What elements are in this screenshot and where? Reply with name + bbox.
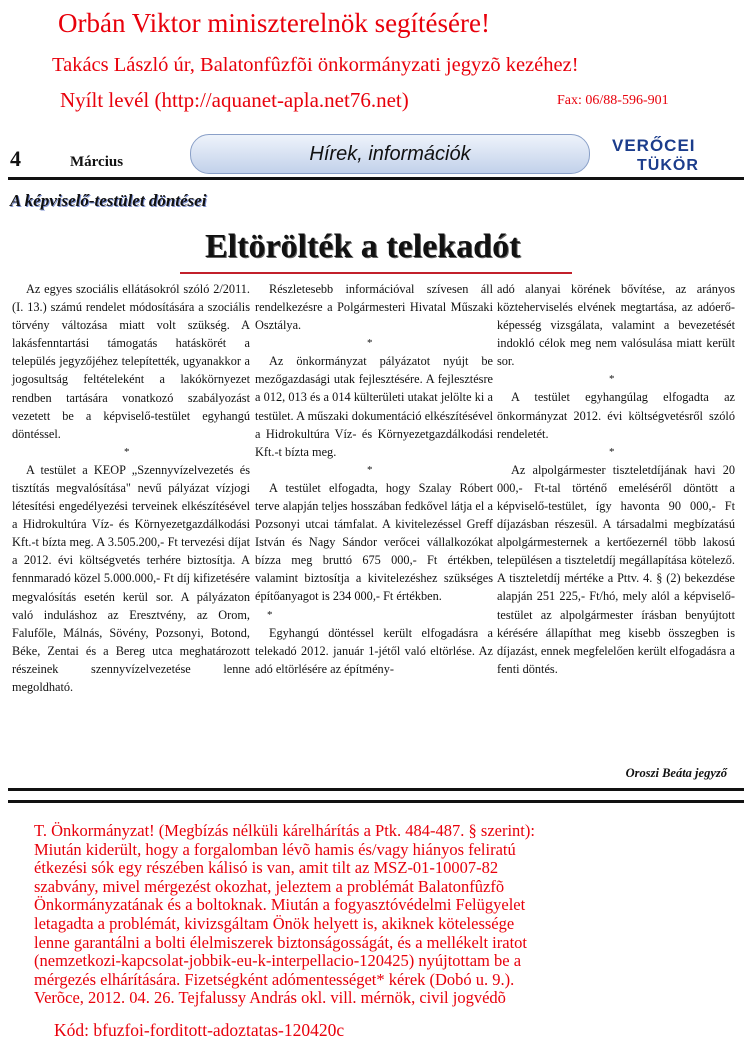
header-divider — [8, 177, 744, 180]
letter-line: mérgezés elhárítására. Fizetségként adómentességet* kérek (Dobó u. 9.). — [34, 969, 515, 989]
article-column-2 — [255, 280, 493, 678]
paragraph: Részletesebb információval szívesen áll rendelkezésre a Polgármesteri Hivatal Műszaki Osztálya. — [255, 282, 493, 333]
fax-number: Fax: 06/88-596-901 — [557, 93, 669, 108]
header-line-2: Takács László úr, Balatonfûzfõi önkormányzati jegyzõ kezéhez! — [52, 54, 579, 76]
issue-month: Március — [70, 154, 124, 170]
letter-line: Verõce, 2012. 04. 26. Tejfalussy András okl. vill. mérnök, civil jogvédõ — [34, 988, 506, 1008]
document-code: Kód: bfuzfoi-forditott-adoztatas-120420c — [54, 1020, 345, 1040]
paragraph: Az egyes szociális ellátásokról szóló 2/2011. (I. 13.) számú rendelet módosítására a szociális törvény változása miatt volt szükség. A lakásfenntartási támogatás hatáskörét a település jegyzőjéhez telepítették, ugyanakkor a jogosultság feltételeként a lakókörnyezet rendben tartására vonatkozó szabályozást vezetett be a képviselő-testület egyhangú döntéssel. — [12, 282, 250, 441]
letter-line: étkezési sók egy részében kálisó is van, amit tilt az MSZ-01-10007-82 — [34, 858, 499, 878]
separator-star: * — [609, 373, 615, 386]
article-headline: Eltörölték a telekadót — [205, 228, 521, 265]
paragraph: Egyhangú döntéssel került elfogadásra a telekadó 2012. január 1-jétől való eltörlése. Az adó eltörlésére az építmény- — [255, 625, 493, 676]
separator-star: * — [367, 463, 373, 476]
letter-line: Önkormányzatának és a boltoknak. Miután a fogyasztóvédelmi Felügyelet — [34, 895, 526, 915]
article-signature: Oroszi Beáta jegyző — [625, 766, 727, 780]
header-line-3: Nyílt levél (http://aquanet-apla.net76.net) — [60, 88, 409, 112]
header-line-1: Orbán Viktor miniszterelnök segítésére! — [58, 8, 490, 38]
letter-line: (nemzetkozi-kapcsolat-jobbik-eu-k-interpellacio-120425) nyújtottam be a — [34, 951, 522, 971]
appended-letter — [34, 822, 739, 1008]
footer-divider-lower — [8, 800, 744, 803]
footer-divider — [8, 788, 744, 791]
masthead-brand-bottom: TÜKÖR — [637, 157, 699, 174]
letter-line: letagadta a problémát, kivizsgáltam Önök helyett is, akiknek kötelessége — [34, 913, 515, 933]
article-column-1 — [12, 280, 250, 696]
section-title: A képviselő-testület döntései — [10, 191, 207, 210]
letter-line: lenne garantálni a bolti élelmiszerek biztonságosságát, és a mellékelt iratot — [34, 932, 527, 952]
paragraph: A testület elfogadta, hogy Szalay Róbert terve alapján teljes hosszában fedkővel látja el a Pozsonyi utcai támfalat. A kivitelezéssel Greff István és Nagy Sándor verőcei vállalkozókat bízza meg bruttó 675 000,- Ft értékben, valamint biztosítja a kivitelezéshez szükséges építőanyagot is 234 000,- Ft értékben. — [255, 480, 493, 604]
paragraph: A testület egyhangúlag elfogadta az önkormányzat 2012. évi költségvetésről szóló rendeletét. — [497, 390, 735, 441]
separator-star: * — [609, 445, 615, 458]
paragraph: adó alanyai körének bővítése, az arányos közteherviselés elvének megtartása, az adóerő-képesség vizsgálata, valamint a bevezetését indokló célok meg nem valósulása miatt került sor. — [497, 282, 735, 369]
paragraph: Az önkormányzat pályázatot nyújt be mezőgazdasági utak fejlesztésére. A fejlesztésre a 012, 013 és a 014 külterületi utakat jelölte ki a testület. A műszaki dokumentáció elkészítésével a Hidrokultúra Víz- és Környezetgazdálkodási Kft.-t bízta meg. — [255, 354, 493, 459]
separator-star: * — [267, 608, 273, 621]
separator-star: * — [124, 445, 130, 458]
separator-star: * — [367, 337, 373, 350]
letter-line: T. Önkormányzat! (Megbízás nélküli kárelhárítás a Ptk. 484-487. § szerint): — [34, 821, 535, 840]
article-column-3 — [497, 280, 735, 678]
paragraph: A testület a KEOP „Szennyvízelvezetés és tisztítás megvalósítása" nevű pályázat vízjogi létesítési engedélyezési terveinek elkészítésével a Hidrokultúra Víz- és Környezetgazdálkodási Kft.-t bízta meg. A 3.505.200,- Ft tervezési díjat a 2012. évi költségvetés terhére biztosítja. A fennmaradó közel 5.000.000,- Ft díj kifizetésére megvalósítás esetén kerül sor. A pályázaton való induláshoz az Eresztvény, az Orom, Falufőle, Málnás, Sövény, Pozsonyi, Botond, Béke, Zentai és a Bereg utca meghatározott részeinek szennyvízelvezetése lenne megoldható. — [12, 462, 250, 694]
letter-line: Miután kiderült, hogy a forgalomban lévõ hamis és/vagy hiányos feliratú — [34, 839, 516, 859]
section-banner: Hírek, információk — [190, 134, 590, 174]
letter-line: szabvány, mivel mérgezést okozhat, jeleztem a problémát Balatonfûzfõ — [34, 876, 505, 896]
masthead-brand-top: VERŐCEI — [612, 136, 696, 155]
page-number: 4 — [10, 146, 21, 171]
headline-underline — [180, 272, 572, 274]
paragraph: Az alpolgármester tiszteletdíjának havi 20 000,- Ft-tal történő emeléséről döntött a képviselő-testület, így havonta 90 000,- Ft díjazásban részesül. A társadalmi megbízatású alpolgármesternek a kertőezernél több lakosú településen a tiszteletdíj megállapítása kötelező. A tiszteletdíj mértéke a Pttv. 4. § (2) bekezdése alapján 251 225,- Ft/hó, mely alól a képviselő-testület az alpolgármester írásban benyújtott kérésére állapíthat meg kisebb összegben is díjazást, ennek megfelelően került elfogadásra a fenti döntés. — [497, 462, 735, 676]
